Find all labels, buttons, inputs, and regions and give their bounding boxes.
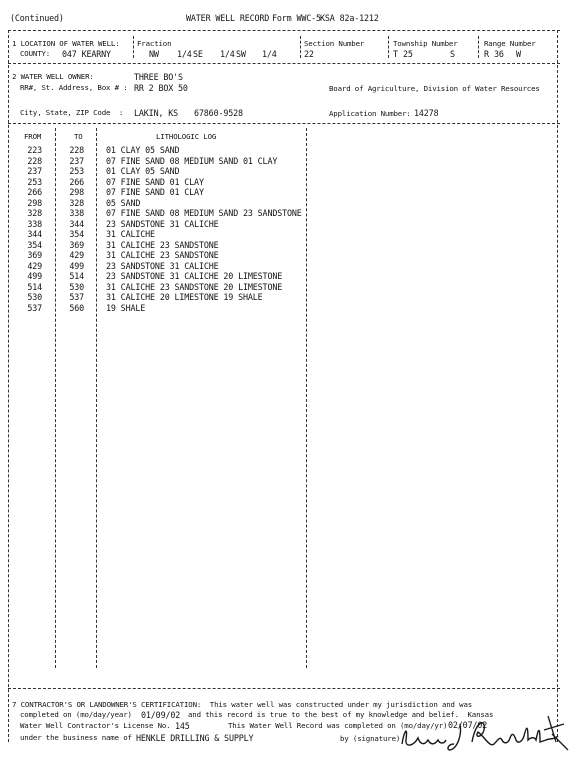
log-description: 31 CALICHE 23 SANDSTONE (106, 239, 219, 250)
log-row (0, 166, 320, 176)
frame-right-rule (557, 30, 558, 742)
log-to-value: 253 (69, 166, 84, 176)
log-description: 07 FINE SAND 01 CLAY (106, 187, 204, 197)
certification-line-3a: Water Well Contractor's License No. (20, 721, 171, 730)
fraction-q3: SW (236, 49, 246, 59)
range-value: 36 (494, 49, 504, 59)
log-row (0, 219, 320, 229)
log-from-value: 514 (27, 281, 42, 292)
range-label: Range Number (484, 39, 536, 48)
completed-date: 01/09/02 (141, 710, 181, 720)
log-to-value: 237 (69, 155, 84, 166)
board-name: Board of Agriculture, Division of Water Resources (329, 84, 540, 93)
log-from-value: 253 (27, 176, 42, 187)
log-row (0, 229, 320, 239)
township-label: Township Number (393, 39, 458, 48)
section1-bottom-rule (8, 63, 560, 64)
log-description: 07 FINE SAND 08 MEDIUM SAND 23 SANDSTONE (106, 208, 302, 218)
log-description: 31 CALICHE 23 SANDSTONE 20 LIMESTONE (106, 281, 283, 292)
application-label: Application Number: (329, 109, 411, 118)
frame-left-rule (8, 30, 9, 742)
range-direction: W (516, 49, 521, 59)
log-to-value: 560 (69, 302, 84, 313)
ksa-reference: KSA 82a-1212 (320, 13, 379, 23)
log-row (0, 156, 320, 166)
fraction-q1-mark: 1/4 (177, 49, 192, 59)
log-to-value: 514 (69, 271, 84, 281)
business-name: HENKLE DRILLING & SUPPLY (136, 733, 254, 743)
form-number: Form WWC-5 (272, 13, 321, 23)
log-description: 23 SANDSTONE 31 CALICHE (106, 260, 219, 271)
log-row (0, 292, 320, 302)
log-row (0, 271, 320, 281)
log-from-value: 328 (27, 208, 42, 218)
log-to-value: 429 (69, 250, 84, 260)
log-from-value: 530 (27, 292, 42, 302)
license-number: 145 (175, 721, 190, 731)
section1-divider (133, 36, 134, 58)
certification-line-2b: and this record is true to the best of my knowledge and belief. Kansas (188, 710, 494, 719)
address-value: RR 2 BOX 50 (134, 83, 188, 93)
township-value: 25 (403, 49, 413, 59)
log-row (0, 145, 320, 155)
section1-divider (478, 36, 479, 58)
zip-value: 67860-9528 (194, 108, 243, 118)
log-from-header: FROM (24, 132, 42, 141)
section1-divider (388, 36, 389, 58)
section2-bottom-rule (8, 123, 560, 124)
log-description: 19 SHALE (106, 302, 146, 313)
log-from-value: 237 (27, 166, 42, 176)
log-row (0, 303, 320, 313)
certification-line-1: 7 CONTRACTOR'S OR LANDOWNER'S CERTIFICATION: This water well was constructed under my jurisdiction and was (12, 700, 473, 709)
certification-line-2a: completed on (mo/day/year) (20, 710, 132, 719)
log-to-value: 298 (69, 187, 84, 197)
range-r: R (484, 49, 489, 59)
log-description: 01 CLAY 05 SAND (106, 166, 180, 176)
log-from-value: 344 (27, 229, 42, 239)
section-number-value: 22 (304, 49, 314, 59)
fraction-q2-mark: 1/4 (220, 49, 235, 59)
application-value: 14278 (414, 108, 439, 118)
log-from-value: 537 (27, 302, 42, 313)
certification-line-4b: by (signature) (340, 734, 401, 743)
log-description: 31 CALICHE 23 SANDSTONE (106, 250, 219, 260)
log-row (0, 208, 320, 218)
log-to-value: 537 (69, 292, 84, 302)
log-bottom-rule (8, 688, 560, 689)
log-to-value: 354 (69, 229, 84, 239)
fraction-q2: SE (193, 49, 203, 59)
certification-line-4a: under the business name of (20, 733, 132, 742)
log-from-value: 228 (27, 155, 42, 166)
log-to-value: 530 (69, 281, 84, 292)
fraction-q3-mark: 1/4 (262, 49, 277, 59)
fraction-q1: NW (149, 49, 159, 59)
log-from-value: 298 (27, 197, 42, 208)
log-from-value: 266 (27, 187, 42, 197)
log-to-value: 369 (69, 239, 84, 250)
log-description: 23 SANDSTONE 31 CALICHE (106, 218, 219, 229)
continued-label: (Continued) (10, 13, 64, 23)
log-description: 01 CLAY 05 SAND (106, 145, 180, 155)
log-from-value: 429 (27, 260, 42, 271)
owner-label: 2 WATER WELL OWNER: (12, 72, 94, 81)
log-from-value: 369 (27, 250, 42, 260)
log-from-value: 354 (27, 239, 42, 250)
county-label: COUNTY: (20, 49, 51, 58)
log-description: 23 SANDSTONE 31 CALICHE 20 LIMESTONE (106, 271, 283, 281)
log-description: 07 FINE SAND 08 MEDIUM SAND 01 CLAY (106, 155, 278, 166)
log-description: 05 SAND (106, 197, 141, 208)
city-label: City, State, ZIP Code : (20, 108, 124, 117)
certification-line-3b: This Water Well Record was completed on (mo/day/yr) (228, 721, 448, 730)
log-to-value: 328 (69, 197, 84, 208)
log-to-value: 228 (69, 145, 84, 155)
log-to-value: 266 (69, 176, 84, 187)
frame-top-rule (8, 30, 560, 31)
log-from-value: 338 (27, 218, 42, 229)
log-row (0, 187, 320, 197)
log-row (0, 261, 320, 271)
section1-divider (300, 36, 301, 58)
county-value: 047 KEARNY (62, 49, 111, 59)
log-row (0, 177, 320, 187)
log-from-value: 223 (27, 145, 42, 155)
log-row (0, 240, 320, 250)
city-value: LAKIN, KS (134, 108, 179, 118)
log-from-value: 499 (27, 271, 42, 281)
section-number-label: Section Number (304, 39, 365, 48)
location-label: 1 LOCATION OF WATER WELL: (12, 39, 120, 48)
fraction-label: Fraction (137, 39, 172, 48)
township-direction: S (450, 49, 455, 59)
log-title: LITHOLOGIC LOG (156, 132, 217, 141)
log-row (0, 250, 320, 260)
owner-value: THREE BO'S (134, 72, 183, 82)
form-title: WATER WELL RECORD (186, 13, 270, 23)
log-description: 31 CALICHE 20 LIMESTONE 19 SHALE (106, 292, 263, 302)
contractor-signature (398, 710, 570, 754)
log-to-value: 338 (69, 208, 84, 218)
record-date: 02/07/02 (448, 720, 488, 730)
log-to-header: TO (74, 132, 83, 141)
log-description: 31 CALICHE (106, 229, 155, 239)
township-t: T (393, 49, 398, 59)
log-row (0, 282, 320, 292)
log-to-value: 344 (69, 218, 84, 229)
address-label: RR#, St. Address, Box # : (20, 83, 128, 92)
log-row (0, 198, 320, 208)
log-to-value: 499 (69, 260, 84, 271)
log-description: 07 FINE SAND 01 CLAY (106, 176, 204, 187)
